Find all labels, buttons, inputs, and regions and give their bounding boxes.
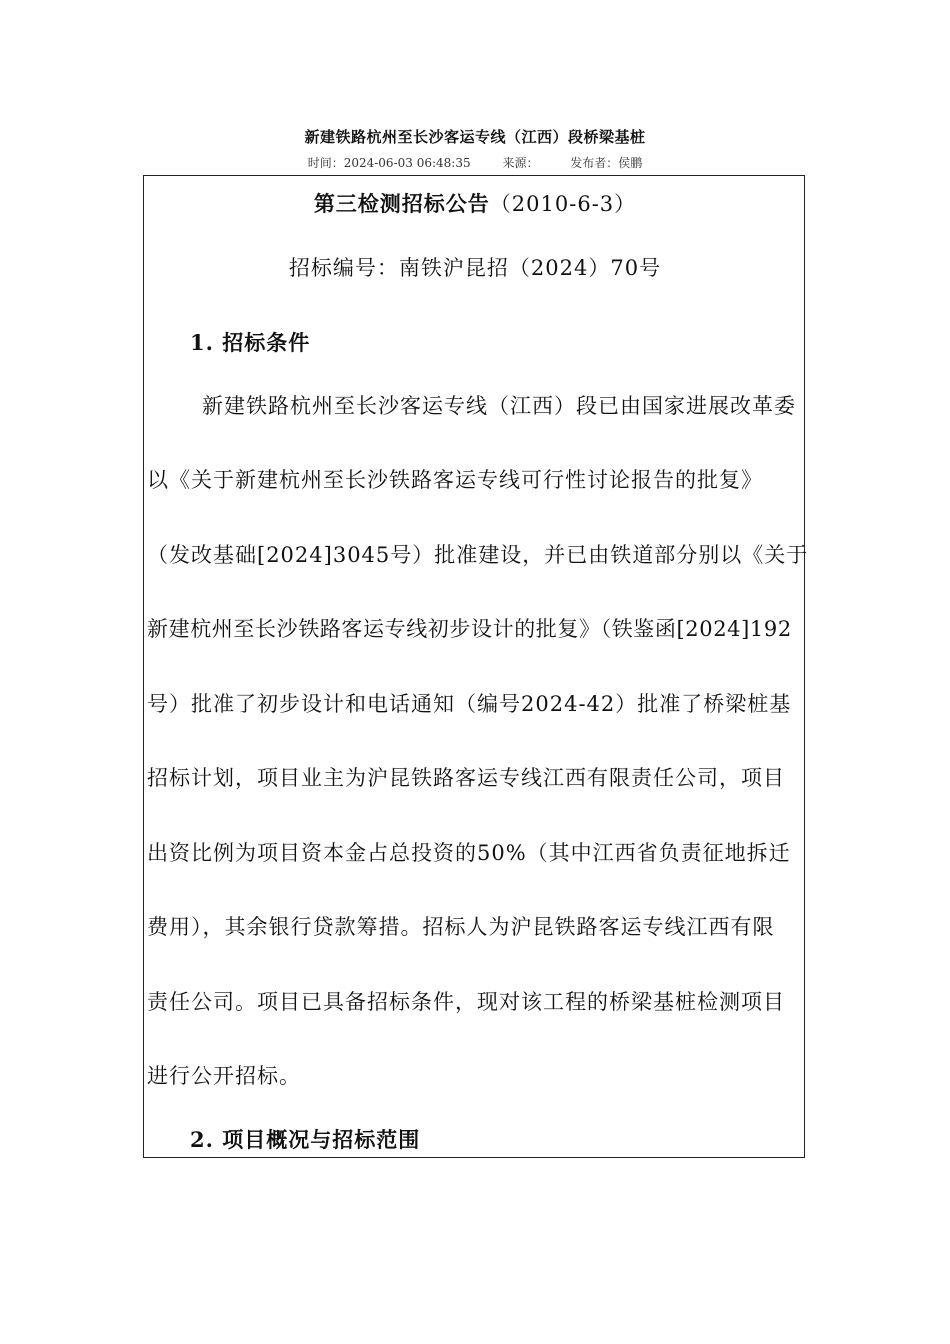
paragraph-line: 责任公司。项目已具备招标条件，现对该工程的桥梁基桩检测项目 bbox=[147, 990, 785, 1014]
document-title: 新建铁路杭州至长沙客运专线（江西）段桥梁基桩 bbox=[304, 128, 646, 146]
announcement-frame bbox=[143, 175, 809, 1158]
paragraph-line: 费用），其余银行贷款筹措。招标人为沪昆铁路客运专线江西有限 bbox=[147, 915, 775, 939]
tender-number: 招标编号：南铁沪昆招（2024）70号 bbox=[288, 256, 662, 280]
document-meta bbox=[0, 154, 950, 171]
paragraph-line: 以《关于新建杭州至长沙铁路客运专线可行性讨论报告的批复》 bbox=[147, 468, 763, 492]
announcement-date: （2010-6-3） bbox=[489, 192, 637, 216]
announcement-title bbox=[144, 188, 806, 218]
paragraph-line: 新建铁路杭州至长沙客运专线（江西）段已由国家进展改革委 bbox=[202, 394, 796, 418]
announcement-title-main: 第三检测招标公告 bbox=[313, 191, 490, 216]
section-heading-2: 2. 项目概况与招标范围 bbox=[190, 1127, 421, 1152]
publisher-label: 发布者：侯鹏 bbox=[570, 156, 643, 170]
paragraph-line: 号）批准了初步设计和电话通知（编号2024-42）批准了桥梁桩基 bbox=[147, 692, 792, 716]
section-heading-1: 1. 招标条件 bbox=[190, 330, 311, 355]
paragraph-line: （发改基础[2024]3045号）批准建设，并已由铁道部分别以《关于 bbox=[147, 543, 809, 567]
paragraph-line: 招标计划，项目业主为沪昆铁路客运专线江西有限责任公司，项目 bbox=[147, 766, 785, 790]
publish-time: 时间：2024-06-03 06:48:35 bbox=[307, 156, 471, 170]
paragraph-line: 进行公开招标。 bbox=[147, 1064, 301, 1088]
source-label: 来源： bbox=[502, 156, 539, 170]
paragraph-line: 出资比例为项目资本金占总投资的50%（其中江西省负责征地拆迁 bbox=[147, 841, 791, 865]
paragraph-line: 新建杭州至长沙铁路客运专线初步设计的批复》（铁鉴函[2024]192 bbox=[147, 617, 792, 641]
